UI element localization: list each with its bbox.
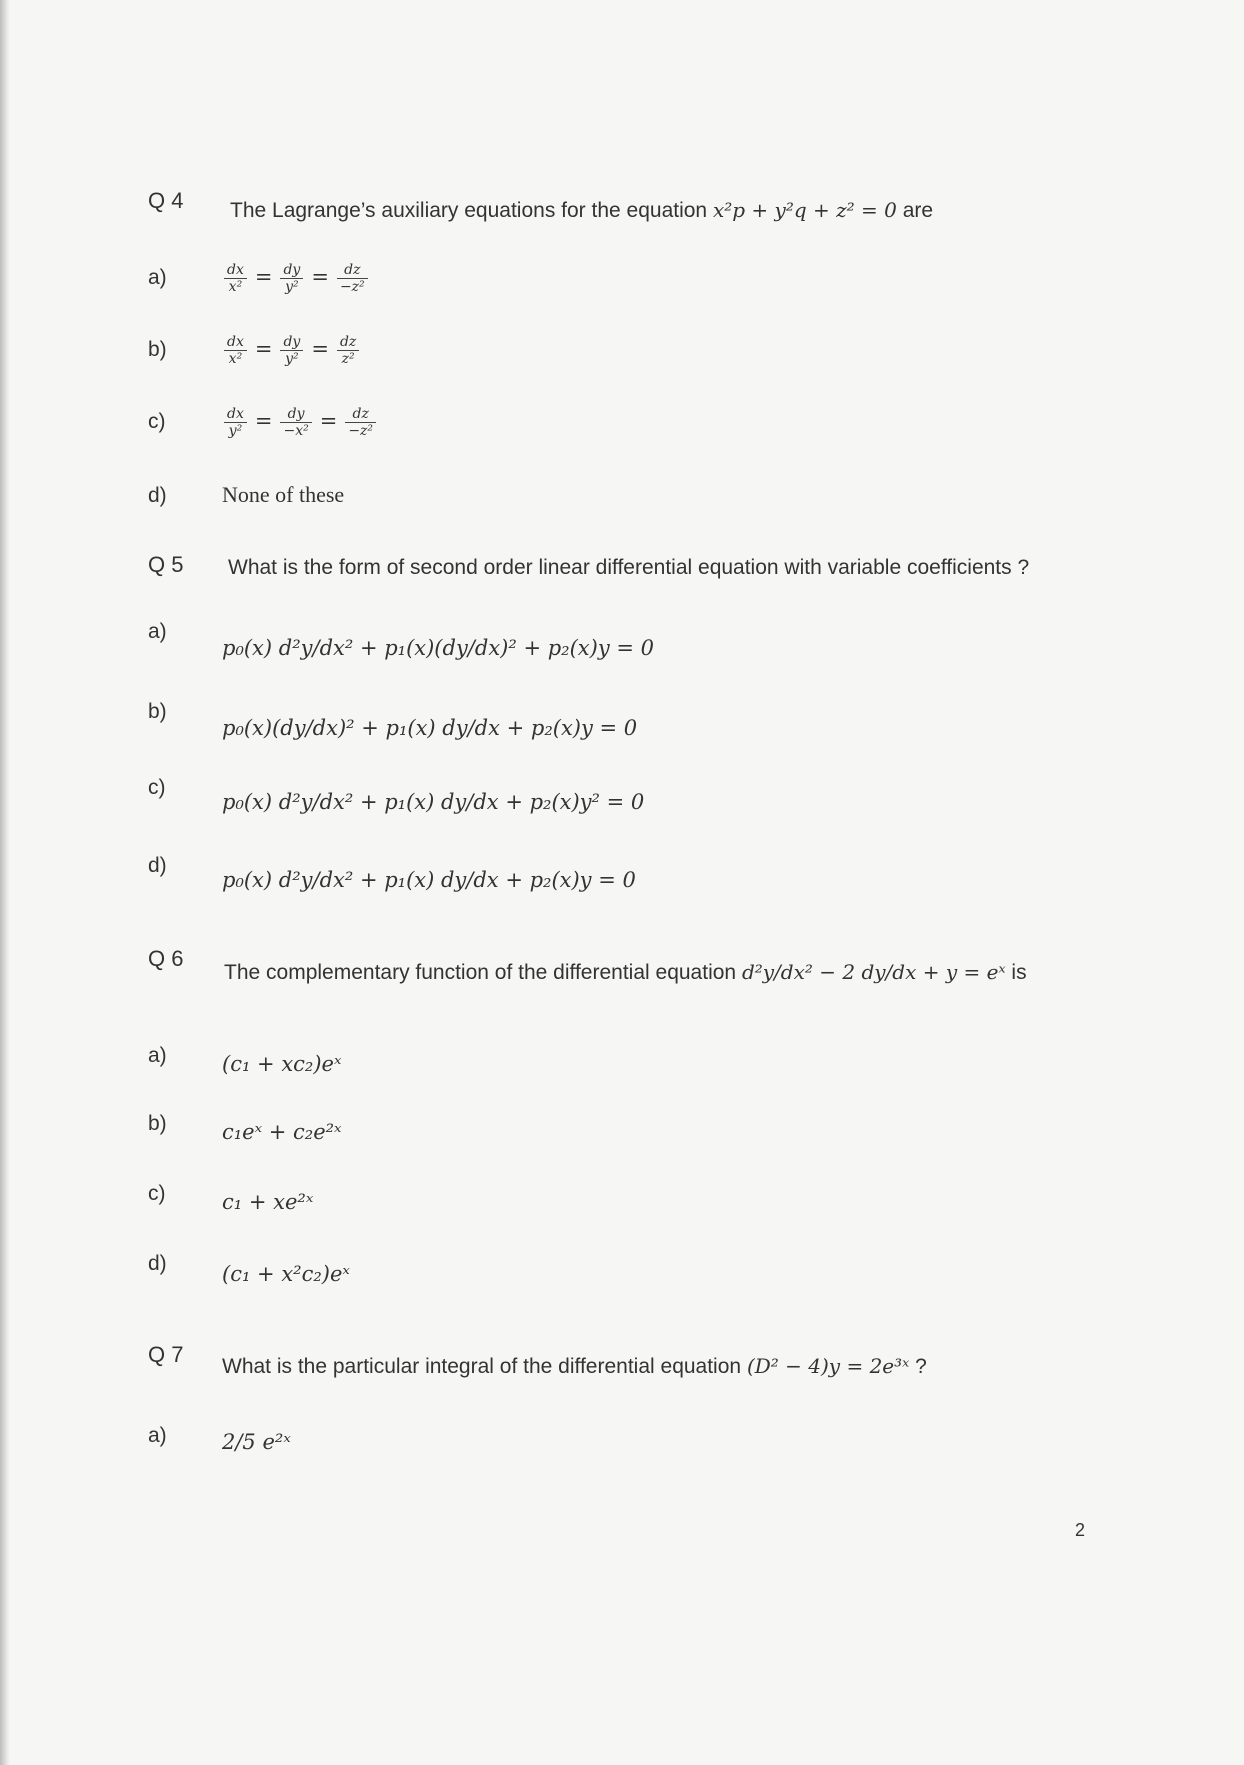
q5-option-b: p₀(x)(dy/dx)² + p₁(x) dy/dx + p₂(x)y = 0 — [222, 716, 638, 740]
q5-option-c-label: c) — [148, 776, 166, 799]
q4-option-d: None of these — [222, 482, 345, 507]
q5-option-b-label: b) — [148, 700, 167, 723]
q4-text-before: The Lagrange’s auxiliary equations for the equation — [230, 199, 708, 222]
question-text-q7 — [222, 1354, 927, 1379]
q4-option-b: $\frac{dx}{\text{x²}}$ = $\frac{dy}{\text{y²}}$ = $\frac{dz}{\text{z²}}$ — [222, 334, 361, 367]
page-number: 2 — [1075, 1520, 1086, 1540]
q6-text-after: is — [1011, 961, 1027, 984]
q7-text-before: What is the particular integral of the differential equation — [222, 1355, 742, 1378]
q5-option-c: p₀(x) d²y/dx² + p₁(x) dy/dx + p₂(x)y² = 0 — [222, 790, 645, 814]
q6-option-d-label: d) — [148, 1252, 167, 1275]
q6-text-before: The complementary function of the differential equation — [224, 961, 737, 984]
question-number-q5: Q 5 — [148, 552, 184, 577]
q7-text-after: ? — [915, 1355, 927, 1378]
question-number-q7: Q 7 — [148, 1342, 184, 1367]
q4-option-c-label: c) — [148, 410, 166, 433]
q4-option-a: $\frac{dx}{\text{x²}}$ = $\frac{dy}{\text{y²}}$ = $\frac{dz}{\text{−z²}}$ — [222, 262, 370, 295]
q5-option-a-label: a) — [148, 620, 167, 643]
scan-edge-shadow — [0, 0, 10, 1765]
q4-option-a-label: a) — [148, 266, 167, 289]
question-text-q6 — [224, 960, 1027, 985]
q7-option-a: 2/5 e²ˣ — [222, 1430, 291, 1454]
q6-option-a: (c₁ + xc₂)eˣ — [222, 1052, 342, 1076]
question-text-q4 — [230, 198, 933, 223]
q4-text-after: are — [902, 199, 934, 222]
q6-equation: d²y/dx² − 2 dy/dx + y = eˣ — [741, 960, 1006, 984]
q6-option-a-label: a) — [148, 1044, 167, 1067]
q5-option-d-label: d) — [148, 854, 167, 877]
q6-option-c-label: c) — [148, 1182, 166, 1205]
q4-option-c: $\frac{dx}{\text{y²}}$ = $\frac{dy}{\text{−x²}}$ = $\frac{dz}{\text{−z²}}$ — [222, 406, 378, 439]
q5-option-d: p₀(x) d²y/dx² + p₁(x) dy/dx + p₂(x)y = 0 — [222, 868, 636, 892]
q6-option-c: c₁ + xe²ˣ — [222, 1190, 314, 1214]
q7-equation: (D² − 4)y = 2e³ˣ — [746, 1354, 910, 1378]
question-number-q6: Q 6 — [148, 946, 184, 971]
q4-option-d-label: d) — [148, 484, 167, 507]
q6-option-b-label: b) — [148, 1112, 167, 1135]
q5-option-a: p₀(x) d²y/dx² + p₁(x)(dy/dx)² + p₂(x)y = 0 — [222, 636, 654, 660]
q6-option-d: (c₁ + x²c₂)eˣ — [222, 1262, 350, 1286]
q4-equation: x²p + y²q + z² = 0 — [712, 198, 897, 222]
q7-option-a-label: a) — [148, 1424, 167, 1447]
q4-option-b-label: b) — [148, 338, 167, 361]
question-text-q5: What is the form of second order linear differential equation with variable coefficients ? — [228, 556, 1030, 579]
question-number-q4: Q 4 — [148, 188, 184, 213]
q6-option-b: c₁eˣ + c₂e²ˣ — [222, 1120, 342, 1144]
